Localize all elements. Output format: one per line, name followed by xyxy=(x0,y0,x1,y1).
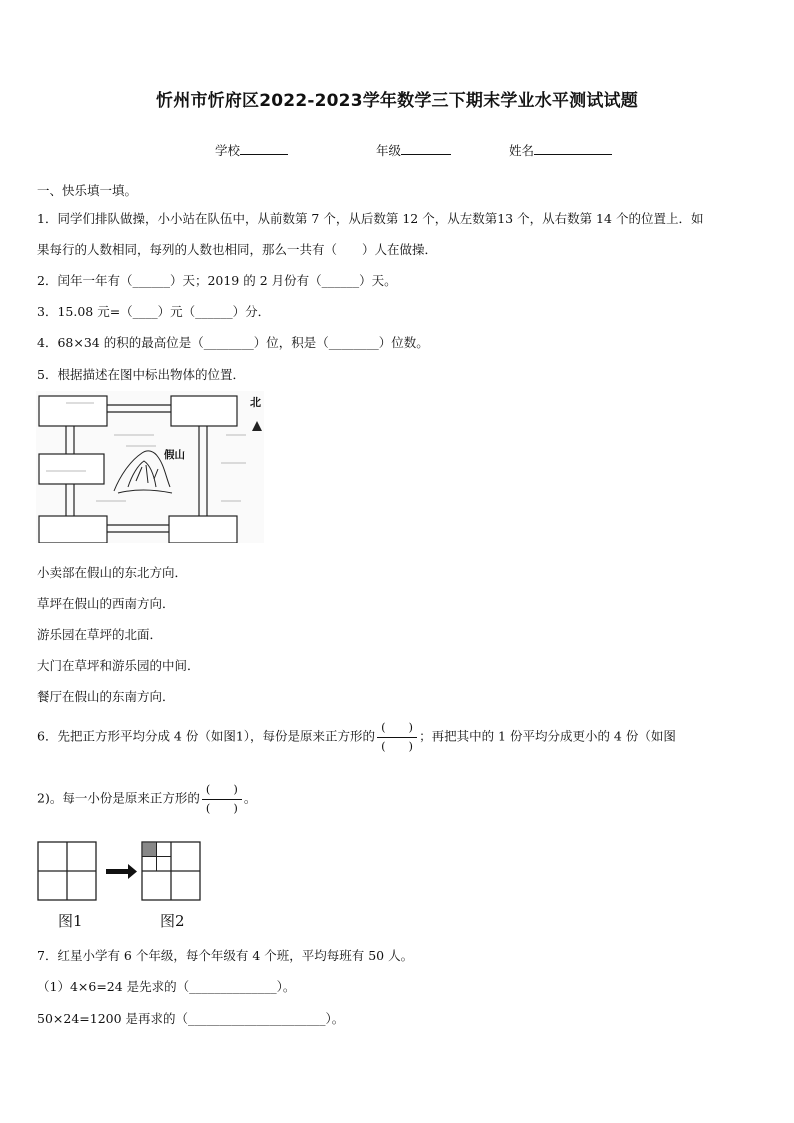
map-statement-2: 草坪在假山的西南方向． xyxy=(37,596,175,611)
name-field[interactable] xyxy=(509,141,612,159)
question-1-line-1: 1．同学们排队做操，小小站在队伍中，从前数第 7 个，从后数第 12 个，从左数第13 个，从右数第 14 个的位置上．如 xyxy=(37,211,704,226)
question-6-line-2: 2)。每一小份是原来正方形的 $\frac{( )}{( )}$ 。 xyxy=(37,782,257,815)
square-figures xyxy=(36,840,206,904)
question-7: 7．红星小学有 6 个年级，每个年级有 4 个班，平均每班有 50 人。 xyxy=(37,948,414,963)
map-statement-5: 餐厅在假山的东南方向． xyxy=(37,689,175,704)
question-7-part-1: （1）4×6=24 是先求的（______________）。 xyxy=(37,979,296,994)
map-statement-1: 小卖部在假山的东北方向． xyxy=(37,565,188,580)
hill-label: 假山 xyxy=(164,449,185,461)
north-label: 北 xyxy=(250,396,261,409)
fraction-blank-2[interactable]: $\frac{( )}{( )}$ xyxy=(202,784,242,814)
map-figure xyxy=(36,391,264,543)
question-1-line-2: 果每行的人数相同，每列的人数也相同，那么一共有（ ）人在做操． xyxy=(37,242,438,257)
page-title: 忻州市忻府区2022-2023学年数学三下期末学业水平测试试题 xyxy=(156,91,638,111)
figure-2-caption: 图2 xyxy=(160,912,185,930)
figure-1-caption: 图1 xyxy=(58,912,83,930)
map-drawing xyxy=(36,391,264,543)
section-heading: 一、快乐填一填。 xyxy=(37,183,138,198)
name-label: 姓名 xyxy=(509,143,535,158)
question-5: 5．根据描述在图中标出物体的位置． xyxy=(37,367,245,382)
fraction-blank-1[interactable]: $\frac{( )}{( )}$ xyxy=(377,722,417,752)
question-3: 3．15.08 元=（____）元（______）分． xyxy=(37,304,271,319)
school-field[interactable] xyxy=(215,141,288,159)
map-statement-4: 大门在草坪和游乐园的中间． xyxy=(37,658,200,673)
grade-label: 年级 xyxy=(376,143,402,158)
map-statement-3: 游乐园在草坪的北面． xyxy=(37,627,163,642)
question-4: 4．68×34 的积的最高位是（________）位，积是（________）位数。 xyxy=(37,335,429,350)
grade-field[interactable] xyxy=(376,141,451,159)
question-6-line-1: 6．先把正方形平均分成 4 份（如图1），每份是原来正方形的 $\frac{( )}{( )}$ ；再把其中的 1 份平均分成更小的 4 份（如图 xyxy=(37,720,676,753)
school-label: 学校 xyxy=(215,143,241,158)
question-2: 2．闰年一年有（______）天；2019 的 2 月份有（______）天。 xyxy=(37,273,397,288)
question-7-part-2: 50×24=1200 是再求的（______________________）。 xyxy=(37,1011,345,1026)
